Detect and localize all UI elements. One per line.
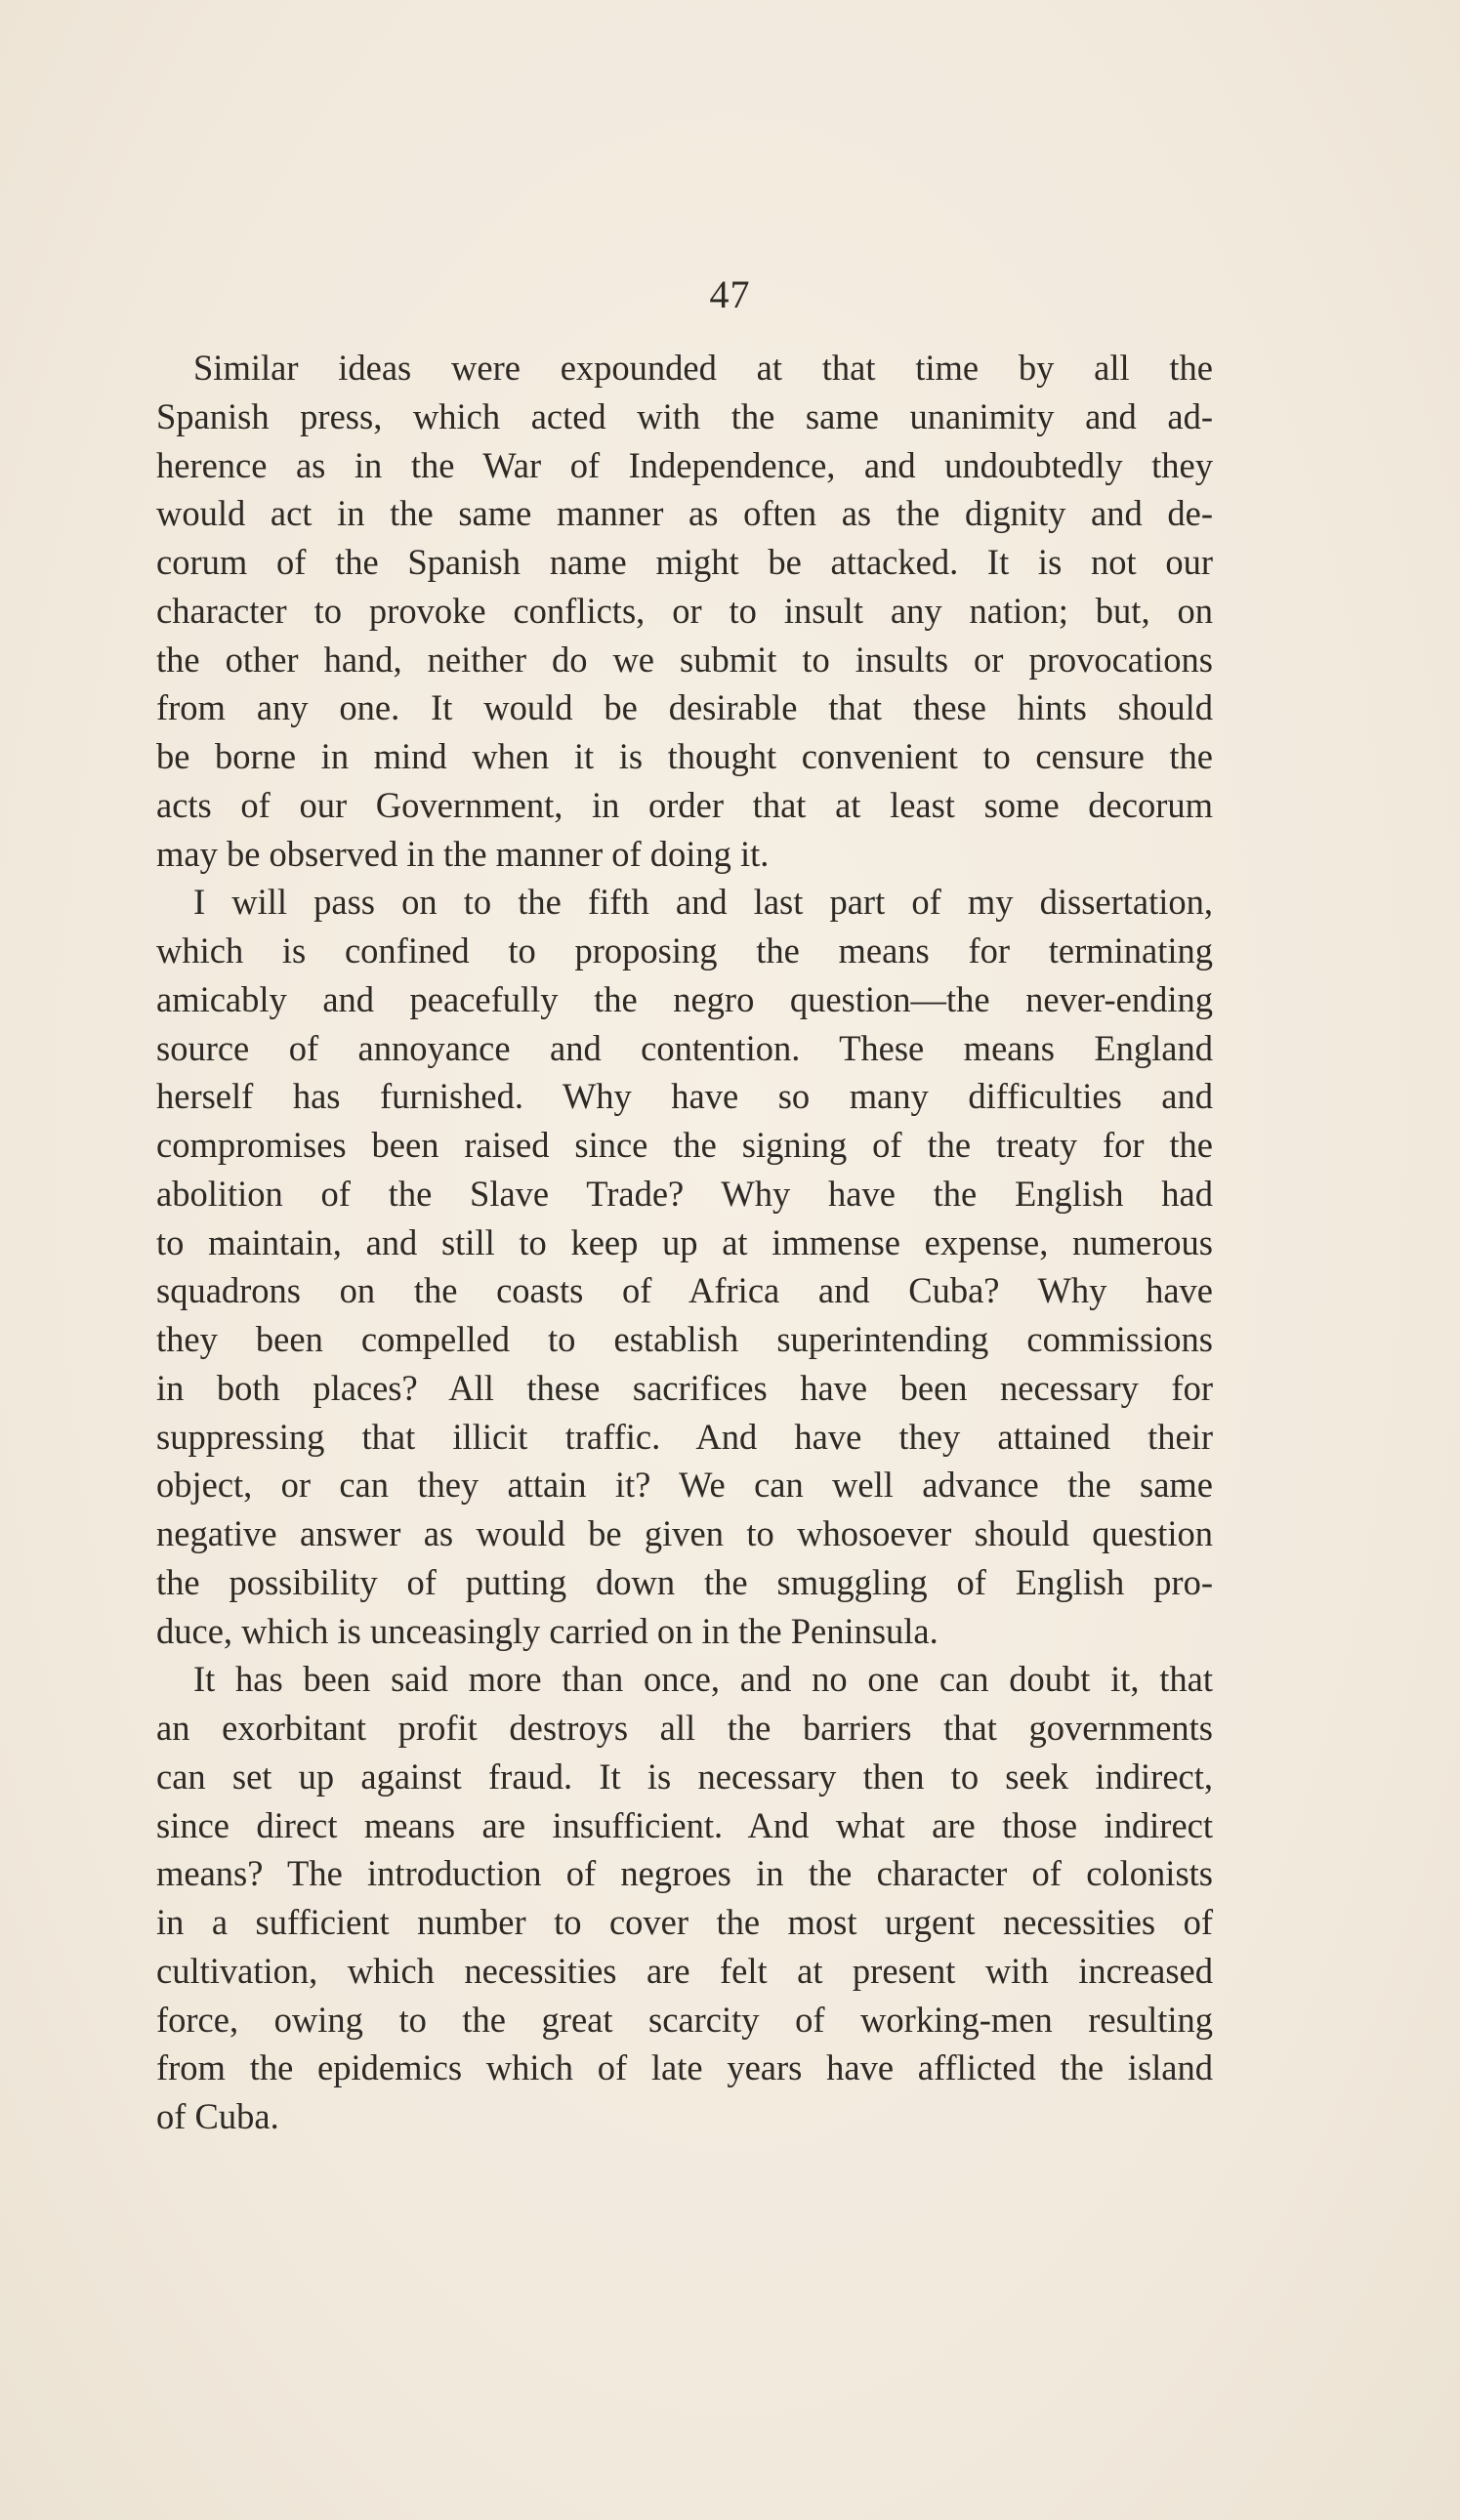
text-line: acts of our Government, in order that at least some decorum <box>156 784 1213 825</box>
text-line: from any one. It would be desirable that these hints should <box>156 687 1213 728</box>
text-line: be borne in mind when it is thought convenient to censure the <box>156 736 1213 776</box>
page-number: 47 <box>709 272 751 316</box>
text-line: Spanish press, which acted with the same unanimity and ad- <box>156 395 1213 436</box>
text-line: can set up against fraud. It is necessary then to seek indirect, <box>156 1756 1213 1797</box>
text-line: suppressing that illicit traffic. And have they attained their <box>156 1416 1213 1457</box>
text-line: negative answer as would be given to whosoever should question <box>156 1513 1213 1553</box>
text-line: in a sufficient number to cover the most urgent necessities of <box>156 1902 1213 1942</box>
text-line: object, or can they attain it? We can well advance the same <box>156 1465 1213 1506</box>
text-line: cultivation, which necessities are felt at present with increased <box>156 1950 1213 1991</box>
text-line: corum of the Spanish name might be attacked. It is not our <box>156 542 1213 582</box>
text-line: amicably and peacefully the negro question—the never-ending <box>156 978 1213 1019</box>
paragraph <box>156 1655 1213 2141</box>
paragraph <box>156 878 1213 1655</box>
text-line: from the epidemics which of late years have afflicted the island <box>156 2047 1213 2088</box>
text-line: It has been said more than once, and no one can doubt it, that <box>193 1659 1213 1700</box>
text-line: duce, which is unceasingly carried on in the Peninsula. <box>156 1610 939 1651</box>
text-line: herence as in the War of Independence, and undoubtedly they <box>156 444 1213 485</box>
paragraph <box>156 344 1213 878</box>
text-line: I will pass on to the fifth and last part of my dissertation, <box>193 882 1213 923</box>
text-line: may be observed in the manner of doing it. <box>156 833 770 874</box>
text-line: force, owing to the great scarcity of working-men resulting <box>156 1999 1213 2040</box>
text-line: would act in the same manner as often as the dignity and de- <box>156 493 1213 534</box>
text-line: source of annoyance and contention. These means England <box>156 1027 1213 1068</box>
text-line: means? The introduction of negroes in the character of colonists <box>156 1853 1213 1894</box>
text-line: the other hand, neither do we submit to insults or provocations <box>156 639 1213 680</box>
text-line: character to provoke conflicts, or to insult any nation; but, on <box>156 590 1213 631</box>
text-line: in both places? All these sacrifices have been necessary for <box>156 1367 1213 1408</box>
text-line: compromises been raised since the signing of the treaty for the <box>156 1125 1213 1165</box>
text-line: they been compelled to establish superintending commissions <box>156 1319 1213 1359</box>
text-line: since direct means are insufficient. And what are those indirect <box>156 1804 1213 1845</box>
body-text <box>156 344 1213 2141</box>
text-line: herself has furnished. Why have so many difficulties and <box>156 1076 1213 1117</box>
text-line: the possibility of putting down the smuggling of English pro- <box>156 1561 1213 1602</box>
text-line: squadrons on the coasts of Africa and Cuba? Why have <box>156 1270 1213 1311</box>
text-line: to maintain, and still to keep up at immense expense, numerous <box>156 1221 1213 1262</box>
text-line: of Cuba. <box>156 2096 279 2136</box>
text-line: Similar ideas were expounded at that time by all the <box>193 348 1213 388</box>
text-line: which is confined to proposing the means for terminating <box>156 930 1213 971</box>
text-line: an exorbitant profit destroys all the barriers that governments <box>156 1708 1213 1748</box>
text-line: abolition of the Slave Trade? Why have the English had <box>156 1173 1213 1214</box>
